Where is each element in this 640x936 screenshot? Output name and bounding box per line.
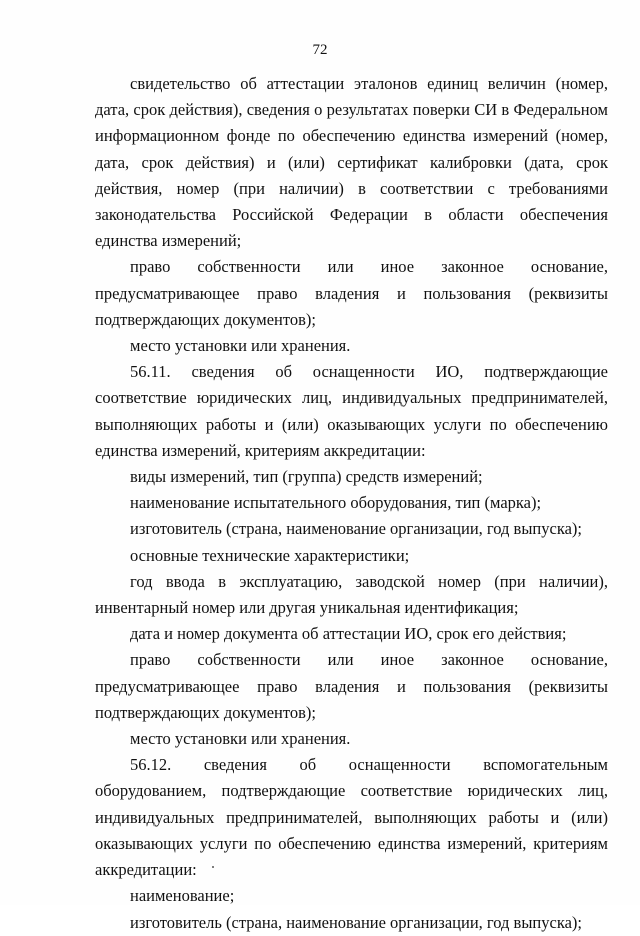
paragraph-storage-location-2: место установки или хранения. <box>130 729 351 749</box>
paragraph-ownership-right: право собственности или иное законное основание, предусматривающее право владения и пользования (реквизиты подтверждающих документов); <box>95 257 608 329</box>
paragraph-manufacturer: изготовитель (страна, наименование организации, год выпуска); <box>130 519 582 539</box>
scan-speck <box>212 866 214 868</box>
paragraph-technical-specs: основные технические характеристики; <box>130 545 410 565</box>
paragraph-calibration-certificate: свидетельство об аттестации эталонов единиц величин (номер, дата, срок действия), сведения о результатах поверки СИ в Федеральном информационном фонде по обеспечению единства измерений (номер, дата, срок действия) и (или) сертификат калибровки (дата, срок действия, номер (при наличии) в соответствии с требованиями законодательства Российской Федерации в области обеспечения единства измерений; <box>95 74 608 251</box>
paragraph-commissioning-year: год ввода в эксплуатацию, заводской номер (при наличии), инвентарный номер или другая уникальная идентификация; <box>95 571 608 618</box>
paragraph-test-equipment-name: наименование испытательного оборудования, тип (марка); <box>130 493 542 513</box>
page-number: 72 <box>312 42 328 58</box>
paragraph-measurement-types: виды измерений, тип (группа) средств измерений; <box>130 467 483 487</box>
document-body <box>95 71 608 936</box>
paragraph-manufacturer-2: изготовитель (страна, наименование организации, год выпуска); <box>130 912 582 932</box>
paragraph-section-56-12: 56.12. сведения об оснащенности вспомогательным оборудованием, подтверждающие соответствие юридических лиц, индивидуальных предпринимателей, выполняющих работы и (или) оказывающих услуги по обеспечению единства измерений, критериям аккредитации: <box>95 755 608 880</box>
paragraph-ownership-right-2: право собственности или иное законное основание, предусматривающее право владения и пользования (реквизиты подтверждающих документов); <box>95 650 608 722</box>
paragraph-name: наименование; <box>130 886 235 906</box>
paragraph-attestation-document: дата и номер документа об аттестации ИО, срок его действия; <box>130 624 567 644</box>
paragraph-section-56-11: 56.11. сведения об оснащенности ИО, подтверждающие соответствие юридических лиц, индивидуальных предпринимателей, выполняющих работы и (или) оказывающих услуги по обеспечению единства измерений, критериям аккредитации: <box>95 362 608 460</box>
paragraph-storage-location: место установки или хранения. <box>130 336 351 356</box>
